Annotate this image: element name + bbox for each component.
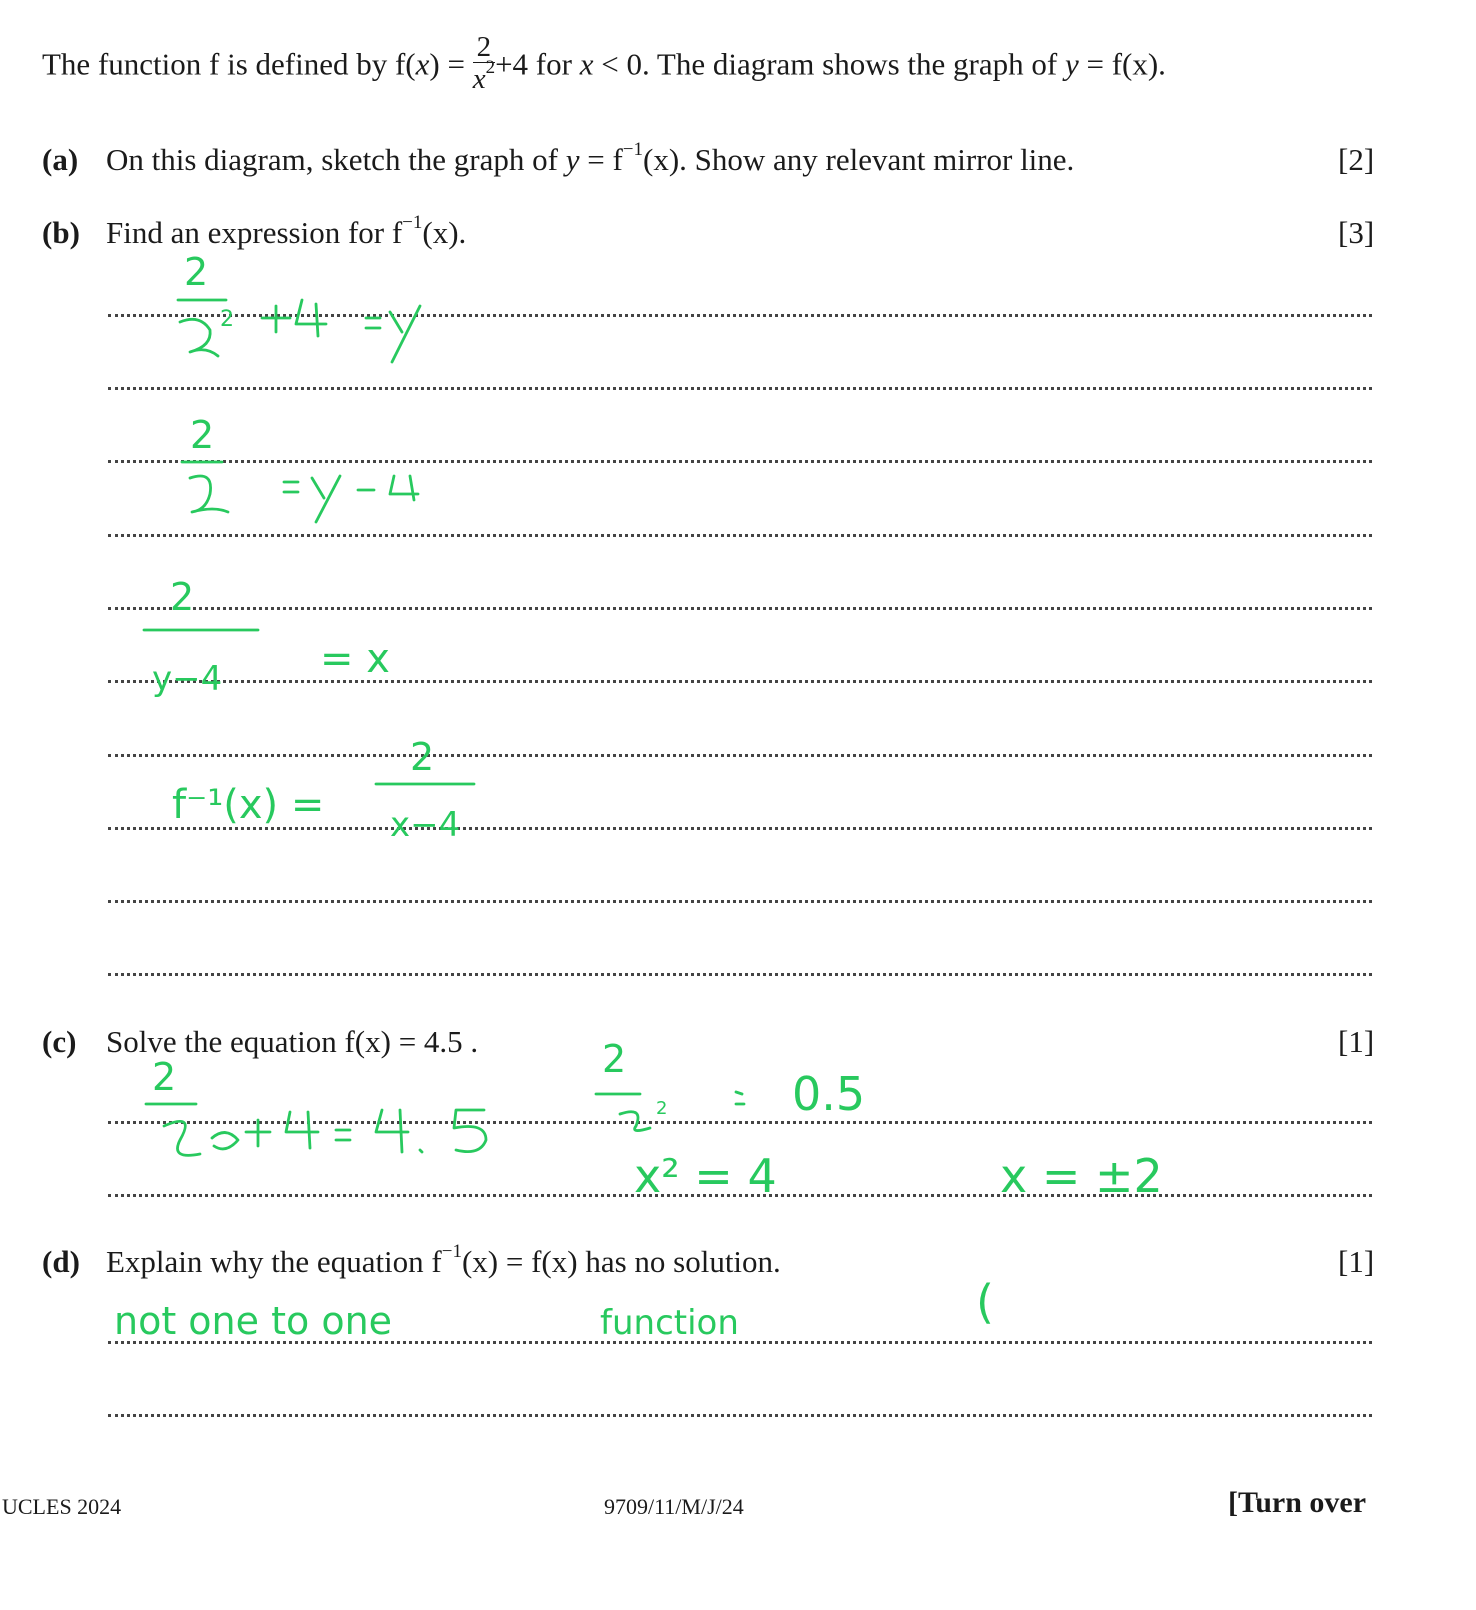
question-d-text-2: (x) = f(x) has no solution. xyxy=(461,1244,781,1279)
hw-c-sq: 2 xyxy=(656,1098,668,1119)
intro-plus: +4 for xyxy=(495,46,572,82)
hw-numerator-2d: 2 xyxy=(410,735,435,779)
question-c-text: Solve the equation f(x) = 4.5 . xyxy=(106,1024,479,1059)
handwriting-b-line4 xyxy=(172,735,474,845)
hw-c-plus-minus-2: x = ±2 xyxy=(1000,1149,1163,1203)
intro-eq: ) = xyxy=(429,46,465,82)
hw-numerator-2: 2 xyxy=(184,250,209,294)
handwriting-b-line2 xyxy=(182,413,418,522)
question-c-label: (c) xyxy=(42,1024,77,1059)
intro-end: = f(x). xyxy=(1086,46,1166,82)
question-d-inverse-sup: −1 xyxy=(441,1240,462,1262)
hw-denominator-x4: x−4 xyxy=(390,805,461,845)
question-a-var-y: y xyxy=(565,142,580,177)
footer-turn-over: [Turn over xyxy=(1228,1486,1367,1519)
footer-copyright: UCLES 2024 xyxy=(2,1494,122,1519)
handwriting-c-line4 xyxy=(1000,1149,1163,1203)
hw-squared: 2 xyxy=(220,307,234,332)
question-b-inverse-sup: −1 xyxy=(402,211,423,233)
question-a-marks: [2] xyxy=(1338,142,1375,177)
fraction-exponent: 2 xyxy=(485,57,496,79)
hw-numerator-2b: 2 xyxy=(190,413,215,457)
question-b-text-1: Find an expression for f xyxy=(106,215,403,250)
intro-var-x: x xyxy=(415,46,430,82)
hw-c-half: 0.5 xyxy=(792,1067,866,1121)
intro-prefix: The function f is defined by f( xyxy=(42,46,416,82)
hw-equals-x: = x xyxy=(320,636,390,682)
question-a-label: (a) xyxy=(42,142,79,177)
handwriting-c-line1 xyxy=(146,1055,486,1155)
question-b-label: (b) xyxy=(42,215,80,250)
hw-f-inverse: f⁻¹(x) = xyxy=(172,782,325,828)
question-a-text-1: On this diagram, sketch the graph of xyxy=(106,142,558,177)
handwriting-c-line2 xyxy=(596,1037,865,1131)
hw-c-numerator: 2 xyxy=(152,1055,177,1099)
intro-var-y: y xyxy=(1064,46,1079,82)
footer-paper-code: 9709/11/M/J/24 xyxy=(604,1494,744,1519)
hw-numerator-2c: 2 xyxy=(170,575,195,619)
handwriting-b-line3 xyxy=(144,575,390,699)
handwriting-b-line1 xyxy=(178,250,420,362)
hw-d-function: function xyxy=(600,1303,739,1343)
question-b-text-2: (x). xyxy=(422,215,467,250)
question-a-text-3: (x). Show any relevant mirror line. xyxy=(643,142,1075,177)
intro-condition: < 0. The diagram shows the graph of xyxy=(601,46,1058,82)
question-d-text-1: Explain why the equation f xyxy=(106,1244,442,1279)
question-a-inverse-sup: −1 xyxy=(622,138,644,160)
question-b-marks: [3] xyxy=(1338,215,1375,250)
fraction-numerator: 2 xyxy=(473,32,495,63)
question-d-label: (d) xyxy=(42,1244,80,1279)
hw-denominator-y4: y−4 xyxy=(152,659,223,699)
question-d-marks: [1] xyxy=(1338,1244,1375,1279)
intro-var-x2: x xyxy=(579,46,594,82)
question-c-marks: [1] xyxy=(1338,1024,1375,1059)
hw-c-numerator-2: 2 xyxy=(602,1037,627,1081)
question-a-text-2: = f xyxy=(587,142,623,177)
hw-c-x2-4: x² = 4 xyxy=(634,1149,777,1203)
handwriting-d xyxy=(114,1275,994,1343)
fraction-denominator: x xyxy=(472,63,486,95)
hw-d-not-one-to-one: not one to one xyxy=(114,1299,393,1343)
handwriting-c-line3 xyxy=(634,1149,777,1203)
hw-d-mark: ( xyxy=(976,1275,994,1329)
